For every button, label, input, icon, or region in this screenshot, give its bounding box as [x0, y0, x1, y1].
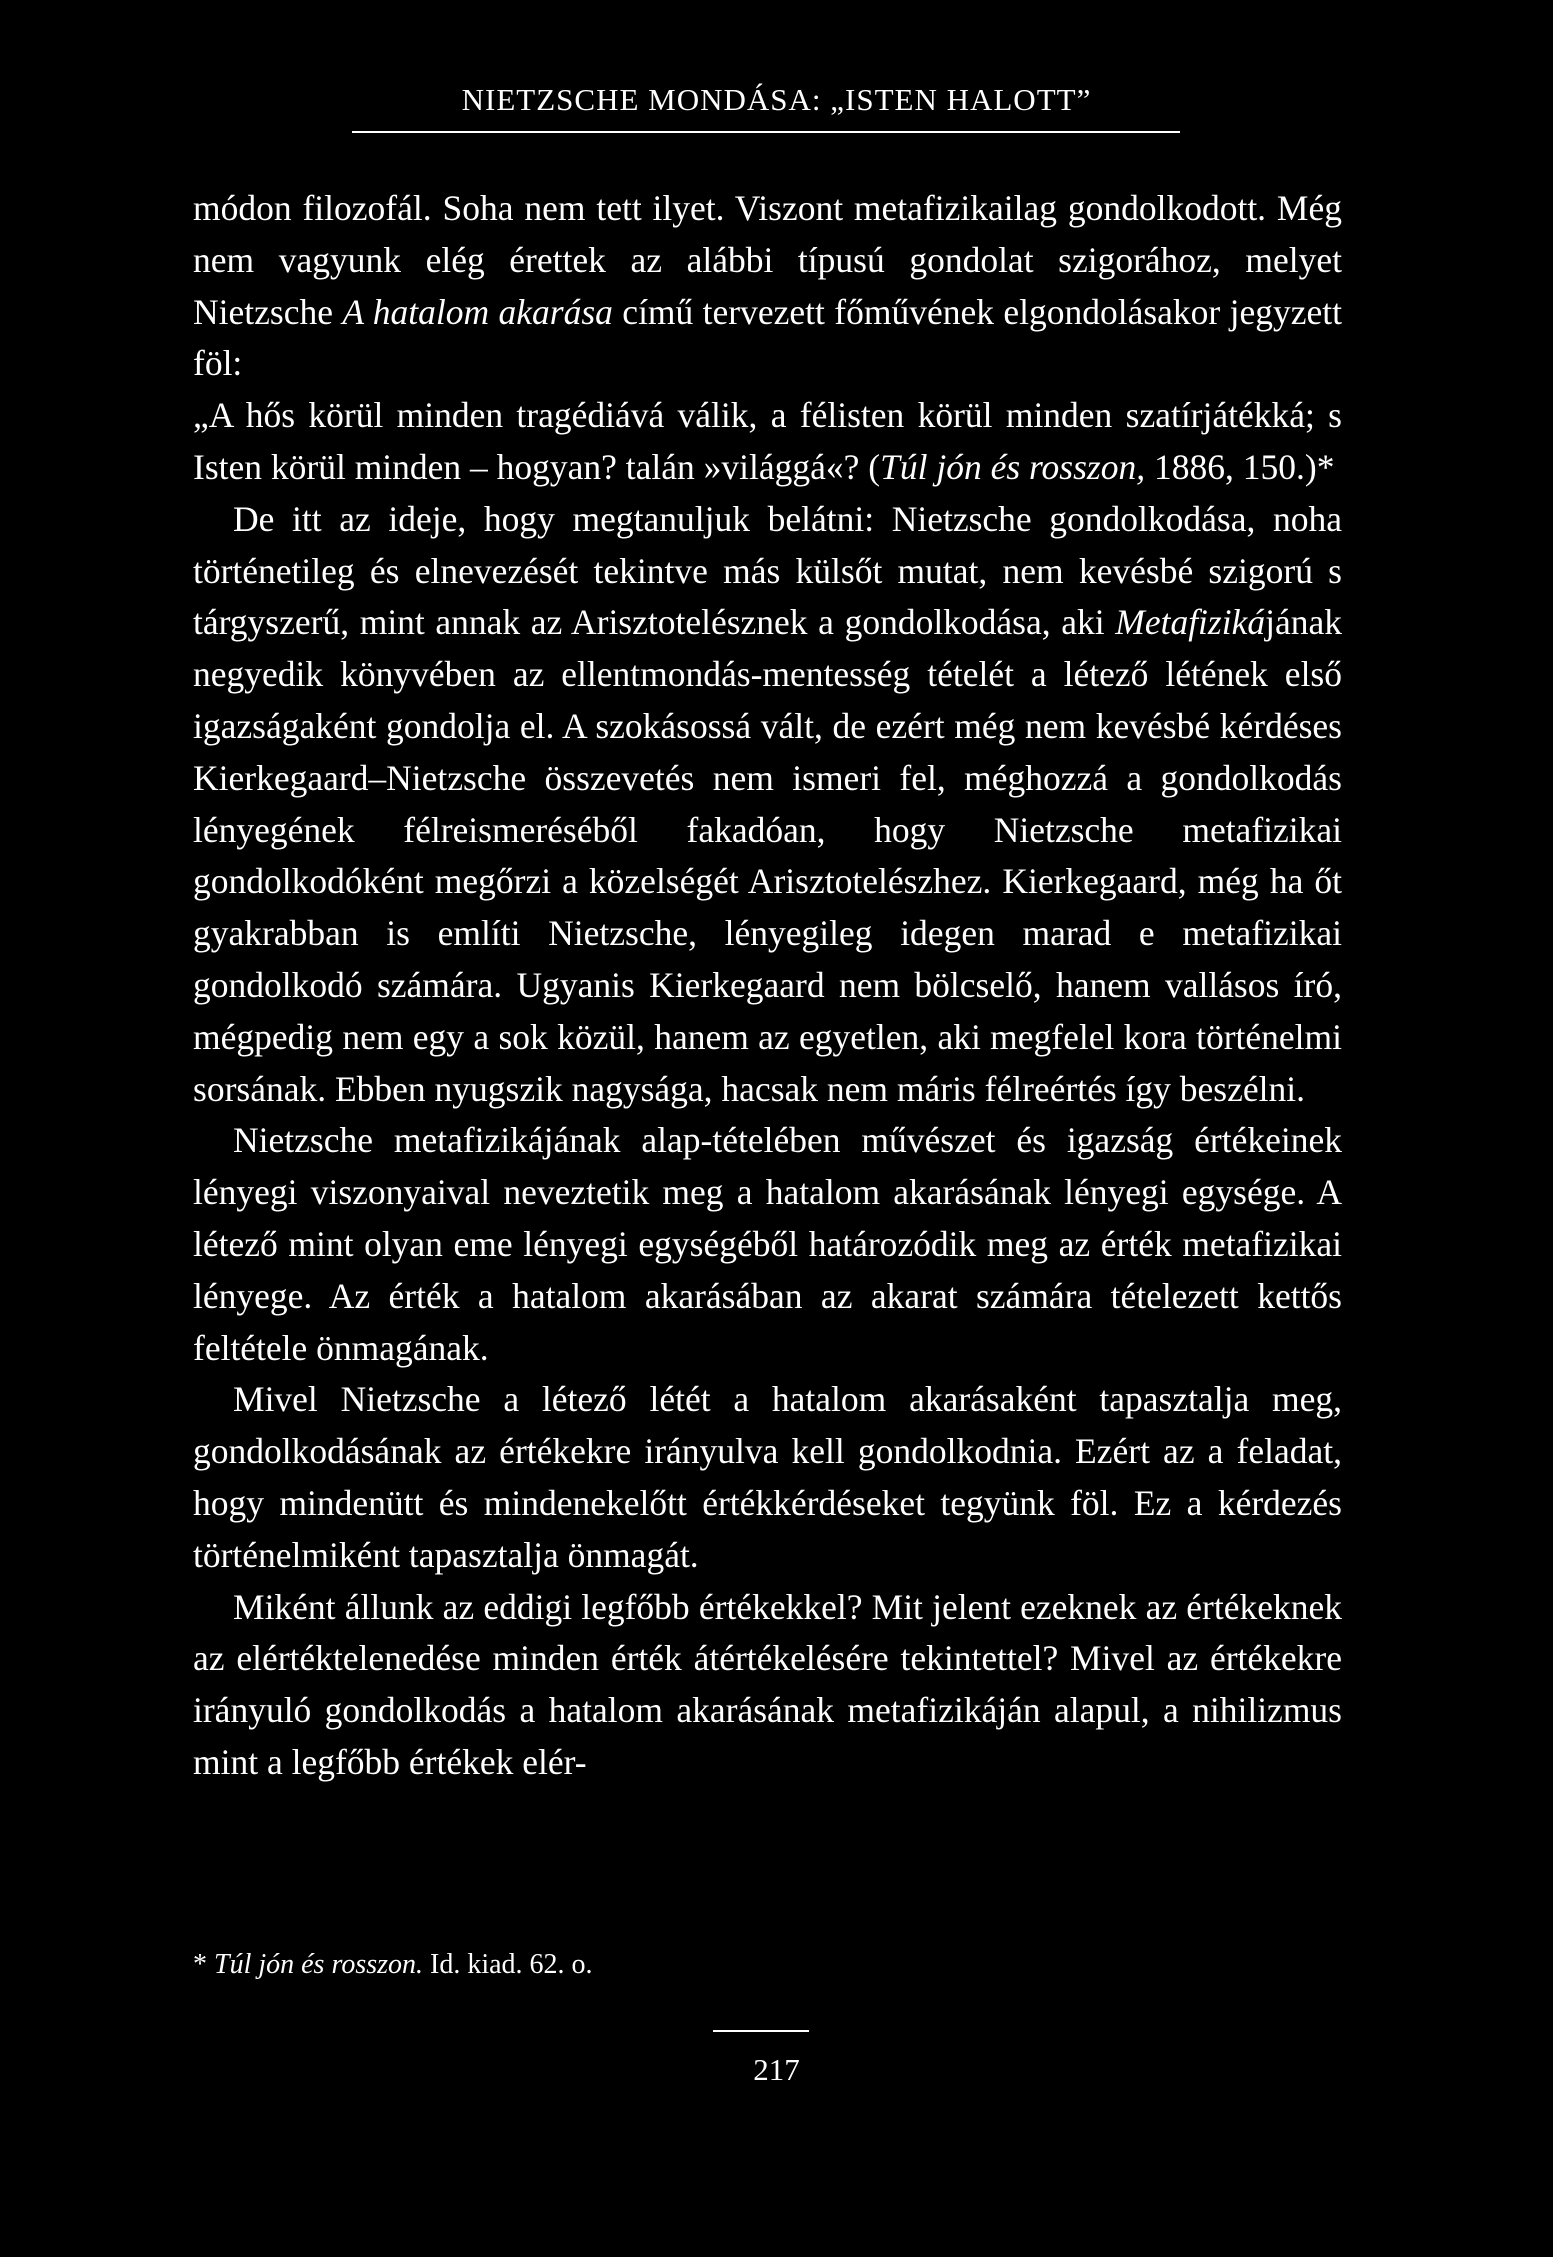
page-number: 217	[753, 2052, 800, 2087]
book-title-metaphysics: Metafiziká	[1115, 602, 1266, 643]
page-number-rule	[713, 2030, 809, 2032]
footnote	[193, 1949, 1342, 1981]
paragraph-1	[193, 183, 1342, 390]
paragraph-2-text-b: jának negyedik könyvében az ellentmondás-mentesség tételét a létező létének első igazságaként gondolja el. A szokásossá vált, de ezért még nem kevésbé kérdéses Kierkegaard–Nietzsche összevetés nem ismeri fel, méghozzá a gondolkodás lényegének félreismeréséből fakadóan, hogy Nietzsche metafizikai gondolkodóként megőrzi a közelségét Arisztotelészhez. Kierkegaard, még ha őt gyakrabban is említi Nietzsche, lényegileg idegen marad e metafizikai gondolkodó számára. Ugyanis Kierkegaard nem bölcselő, hanem vallásos író, mégpedig nem egy a sok közül, hanem az egyetlen, aki megfelel kora történelmi sorsának. Ebben nyugszik nagysága, hacsak nem máris félreértés így beszélni.	[193, 602, 1342, 1109]
footnote-text: Id. kiad. 62. o.	[423, 1949, 593, 1980]
paragraph-4: Mivel Nietzsche a létező létét a hatalom akarásaként tapasztalja meg, gondolkodásának az értékekre irányulva kell gondolkodnia. Ezért az a feladat, hogy mindenütt és mindenekelőtt értékkérdéseket tegyünk föl. Ez a kérdezés történelmiként tapasztalja önmagát.	[193, 1379, 1342, 1575]
footnote-marker: *	[193, 1949, 214, 1980]
quotation-source-rest: 1886, 150.)*	[1145, 446, 1335, 487]
quotation	[193, 390, 1342, 494]
running-head-title: NIETZSCHE MONDÁSA: „ISTEN HALOTT”	[461, 82, 1092, 117]
quotation-source-title: Túl jón és rosszon,	[880, 446, 1146, 487]
book-title-the-will-to-power: A hatalom akarása	[342, 291, 613, 332]
quotation-text: „A hős körül minden tragédiává válik, a félisten körül minden szatírjátékká; s Isten körül minden – hogyan? talán »világgá«? (	[193, 395, 1342, 487]
paragraph-5: Miként állunk az eddigi legfőbb értékekkel? Mit jelent ezeknek az értékeknek az elértéktelenedése minden érték átértékelésére tekintettel? Mivel az értékekre irányuló gondolkodás a hatalom akarásának metafizikáján alapul, a nihilizmus mint a legfőbb értékek elér-	[193, 1586, 1342, 1782]
body-text	[193, 183, 1342, 1789]
header-rule	[352, 131, 1180, 133]
paragraph-3: Nietzsche metafizikájának alap-tételében művészet és igazság értékeinek lényegi viszonyaival neveztetik meg a hatalom akarásának lényegi egysége. A létező mint olyan eme lényegi egységéből határozódik meg az érték metafizikai lényege. Az érték a hatalom akarásában az akarat számára tételezett kettős feltétele önmagának.	[193, 1120, 1342, 1368]
paragraph-1-text-b: című tervezett főművének elgondolásakor jegyzett föl:	[193, 291, 1342, 384]
footnote-title: Túl jón és rosszon.	[214, 1949, 424, 1980]
paragraph-1-text-a: módon filozofál. Soha nem tett ilyet. Viszont metafizikailag gondolkodott. Még nem vagyunk elég érettek az alábbi típusú gondolat szigorához, melyet Nietzsche	[193, 188, 1342, 332]
paragraph-2	[193, 494, 1342, 1116]
paragraph-2-text-a: De itt az ideje, hogy megtanuljuk belátni: Nietzsche gondolkodása, noha történetileg és elnevezését tekintve más külsőt mutat, nem kevésbé szigorú s tárgyszerű, mint annak az Arisztotelésznek a gondolkodása, aki	[193, 498, 1342, 643]
